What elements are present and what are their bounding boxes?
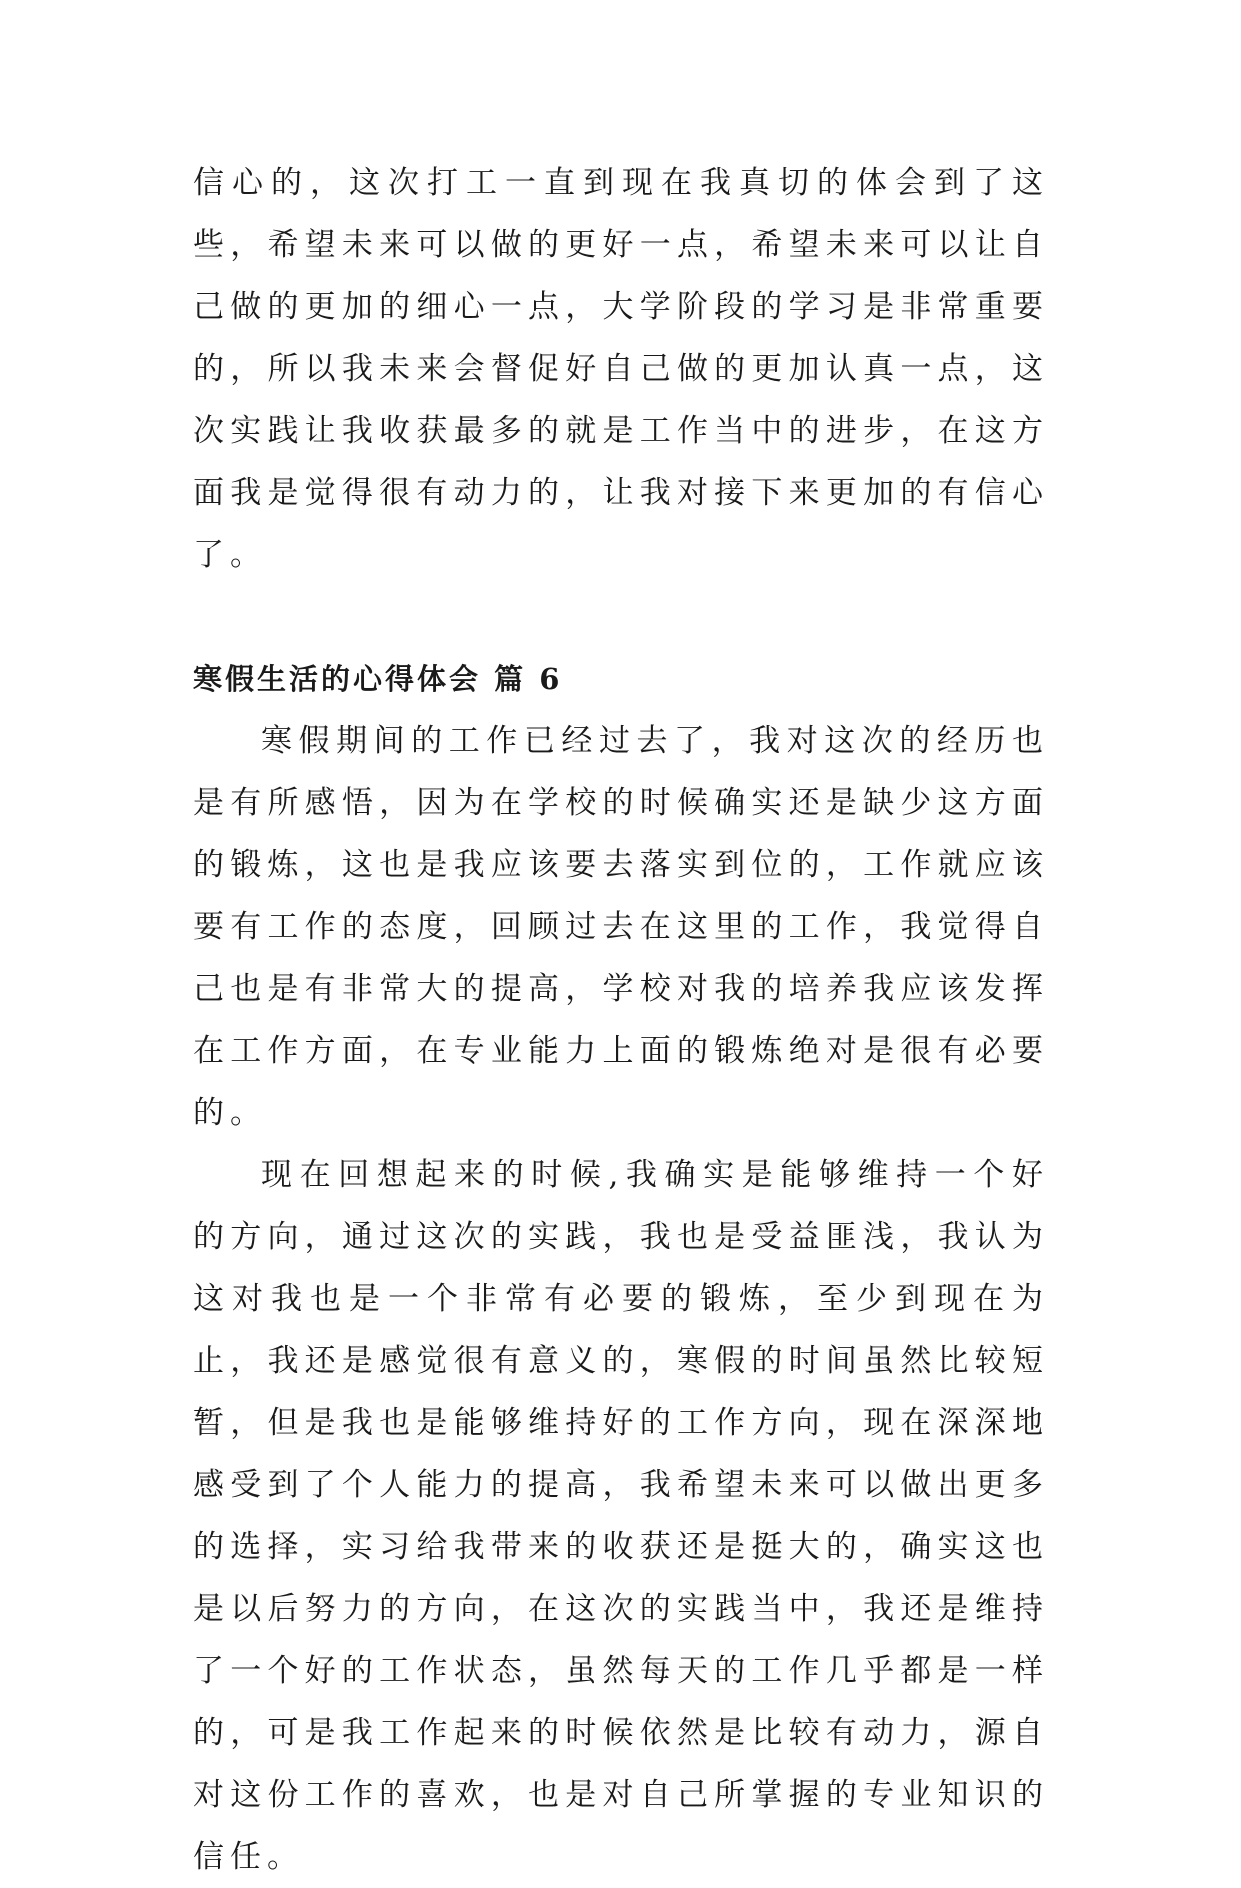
document-body (193, 152, 1049, 1888)
body-paragraph-2: 现在回想起来的时候,我确实是能够维持一个好的方向，通过这次的实践，我也是受益匪浅，我认为这对我也是一个非常有必要的锻炼，至少到现在为止，我还是感觉很有意义的，寒假的时间虽然比较短暂，但是我也是能够维持好的工作方向，现在深深地感受到了个人能力的提高，我希望未来可以做出更多的选择，实习给我带来的收获还是挺大的，确实这也是以后努力的方向，在这次的实践当中，我还是维持了一个好的工作状态，虽然每天的工作几乎都是一样的，可是我工作起来的时候依然是比较有动力，源自对这份工作的喜欢，也是对自己所掌握的专业知识的信任。 (193, 1157, 1049, 1875)
body-paragraph-1: 寒假期间的工作已经过去了，我对这次的经历也是有所感悟，因为在学校的时候确实还是缺少这方面的锻炼，这也是我应该要去落实到位的，工作就应该要有工作的态度，回顾过去在这里的工作，我觉得自己也是有非常大的提高，学校对我的培养我应该发挥在工作方面，在专业能力上面的锻炼绝对是很有必要的。 (193, 723, 1049, 1131)
continuation-paragraph: 信心的，这次打工一直到现在我真切的体会到了这些，希望未来可以做的更好一点，希望未来可以让自己做的更加的细心一点，大学阶段的学习是非常重要的，所以我未来会督促好自己做的更加认真一点，这次实践让我收获最多的就是工作当中的进步，在这方面我是觉得很有动力的，让我对接下来更加的有信心了。 (193, 165, 1049, 573)
section-title: 寒假生活的心得体会 篇 6 (193, 662, 563, 696)
